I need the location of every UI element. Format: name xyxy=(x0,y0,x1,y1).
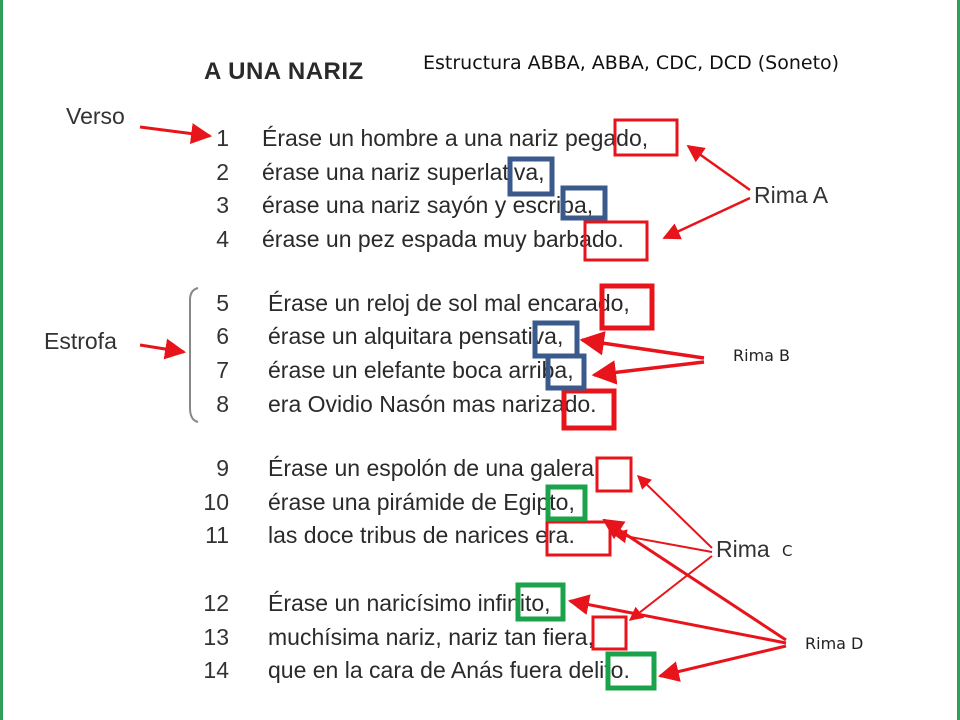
rhyme-box-a xyxy=(615,120,677,155)
verse-number: 8 xyxy=(216,391,229,417)
verse-line: érase un elefante boca arriba, xyxy=(268,357,574,383)
rima-d-arrow xyxy=(660,646,786,676)
rima-c-arrow xyxy=(638,476,712,548)
rhyme-box-c xyxy=(547,522,610,555)
rima-b-label: Rima B xyxy=(733,346,791,365)
rhyme-box-b xyxy=(510,159,552,194)
rhyme-box-d xyxy=(518,585,563,619)
verse-line: érase un alquitara pensativa, xyxy=(268,323,564,349)
verse-line: érase una pirámide de Egipto, xyxy=(268,489,575,515)
rhyme-box-d xyxy=(608,654,654,688)
estrofa-bracket xyxy=(190,288,198,422)
verse-line: érase una nariz superlativa, xyxy=(262,159,545,185)
verse-line: que en la cara de Anás fuera delito. xyxy=(268,657,630,683)
rhyme-box-b xyxy=(535,323,577,356)
verse-number: 11 xyxy=(205,522,229,548)
structure-note: Estructura ABBA, ABBA, CDC, DCD (Soneto) xyxy=(423,52,840,74)
rhyme-box-b xyxy=(548,356,584,388)
rima-d-label: Rima D xyxy=(805,634,864,653)
rima-d-arrow xyxy=(570,601,786,643)
verse-number: 10 xyxy=(203,489,229,515)
rhyme-box-d xyxy=(548,487,585,519)
verse-line: las doce tribus de narices era. xyxy=(268,522,575,548)
rhyme-box-a xyxy=(564,391,614,428)
verse-line: érase un pez espada muy barbado. xyxy=(262,226,624,252)
verse-number: 12 xyxy=(203,590,229,616)
rhyme-box-a xyxy=(585,222,647,260)
verse-number: 2 xyxy=(216,159,229,185)
rima-c-letter: C xyxy=(782,542,793,560)
verse-number: 5 xyxy=(216,290,229,316)
verse-line: Érase un hombre a una nariz pegado, xyxy=(262,125,649,151)
rima-c-label: Rima xyxy=(716,536,770,562)
rhyme-box-b xyxy=(563,188,605,218)
rima-a-arrow xyxy=(688,146,750,190)
verse-line: era Ovidio Nasón mas narizado. xyxy=(268,391,597,417)
estrofa-arrow xyxy=(140,345,184,352)
verse-number: 13 xyxy=(203,624,229,650)
rima-b-arrow xyxy=(594,362,704,375)
rhyme-box-c xyxy=(597,458,631,491)
verse-number: 4 xyxy=(216,226,229,252)
rima-d-arrow xyxy=(604,520,786,640)
rima-a-arrow xyxy=(664,198,750,238)
verse-line: Érase un espolón de una galera, xyxy=(268,455,601,481)
poem-title: A UNA NARIZ xyxy=(204,58,364,85)
verse-line: muchísima nariz, nariz tan fiera, xyxy=(268,624,594,650)
rima-a-label: Rima A xyxy=(754,182,829,208)
rima-b-arrow xyxy=(582,340,704,358)
verse-line: érase una nariz sayón y escriba, xyxy=(262,192,594,218)
verse-number: 1 xyxy=(216,125,229,151)
estrofa-label: Estrofa xyxy=(44,328,117,354)
verse-number: 9 xyxy=(216,455,229,481)
verso-arrow xyxy=(140,127,210,136)
verse-number: 14 xyxy=(203,657,229,683)
verse-line: Érase un reloj de sol mal encarado, xyxy=(268,290,630,316)
verse-number: 6 xyxy=(216,323,229,349)
rhyme-box-c xyxy=(593,617,626,649)
rhyme-box-a xyxy=(602,286,652,328)
verse-line: Érase un naricísimo infinito, xyxy=(268,590,551,616)
verso-label: Verso xyxy=(66,103,125,129)
verse-number: 3 xyxy=(216,192,229,218)
verse-number: 7 xyxy=(216,357,229,383)
